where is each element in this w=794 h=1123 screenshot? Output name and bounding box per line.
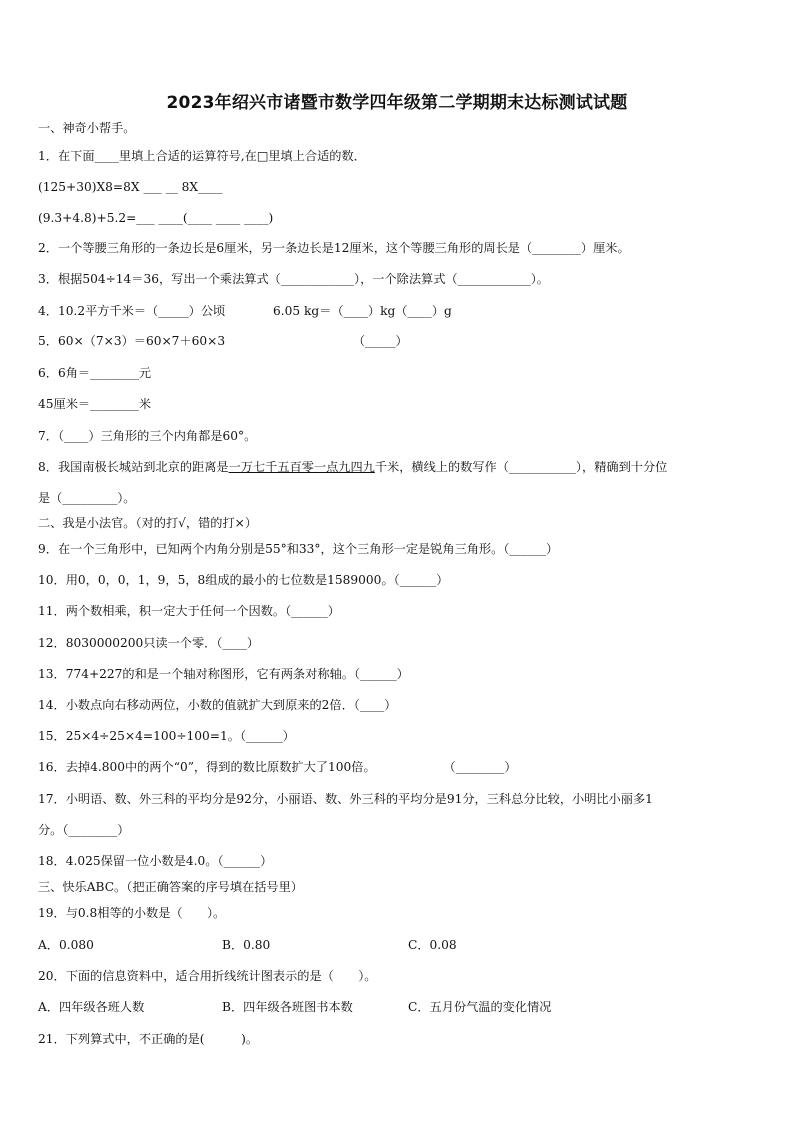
question-19: 19．与0.8相等的小数是（ ）。 <box>38 906 226 920</box>
question-8-underlined-number: 一万七千五百零一点九四九 <box>228 460 375 474</box>
section-heading-1: 一、神奇小帮手。 <box>38 121 136 135</box>
question-8-text-post: 千米，横线上的数写作（___________），精确到十分位 <box>374 460 668 474</box>
question-6-part-b: 45厘米＝________米 <box>38 397 152 411</box>
section-heading-2: 二、我是小法官。（对的打√，错的打×） <box>38 516 258 530</box>
question-11: 11．两个数相乘，积一定大于任何一个因数。（______） <box>38 604 340 618</box>
question-4-part-b: 6.05 kg＝（____）kg（____）g <box>272 304 452 318</box>
question-6-part-a: 6．6角＝________元 <box>38 366 152 380</box>
question-3: 3．根据504÷14＝36，写出一个乘法算式（____________），一个除法算式（____________）。 <box>38 272 549 286</box>
question-5-equation: 5．60×（7×3）＝60×7＋60×3 <box>38 334 226 348</box>
question-9: 9．在一个三角形中，已知两个内角分别是55°和33°，这个三角形一定是锐角三角形。（______） <box>38 542 559 556</box>
question-1: 1．在下面____里填上合适的运算符号,在□里填上合适的数． <box>38 149 366 163</box>
question-13: 13．774+227的和是一个轴对称图形，它有两条对称轴。（______） <box>38 667 409 681</box>
question-5 <box>38 333 760 349</box>
question-20-option-c: C．五月份气温的变化情况 <box>408 1000 552 1014</box>
question-8-continued: 是（_________）。 <box>38 491 136 505</box>
question-8 <box>38 459 760 475</box>
question-19-options <box>38 937 760 953</box>
question-16 <box>38 759 760 775</box>
question-21: 21．下列算式中，不正确的是( )。 <box>38 1032 259 1046</box>
question-20: 20．下面的信息资料中，适合用折线统计图表示的是（ ）。 <box>38 969 377 983</box>
question-1-part-b: (9.3+4.8)+5.2=___ ____(____ ____ ____) <box>38 211 274 225</box>
question-4 <box>38 303 760 319</box>
question-18: 18．4.025保留一位小数是4.0。（______） <box>38 854 273 868</box>
question-20-options <box>38 999 760 1015</box>
page-title: 2023年绍兴市诸暨市数学四年级第二学期期末达标测试试题 <box>166 93 628 113</box>
question-5-answer-blank: （_____） <box>352 334 408 348</box>
question-16-text: 16．去掉4.800中的两个“0”，得到的数比原数扩大了100倍。 <box>38 760 376 774</box>
question-16-answer-blank: （________） <box>443 760 517 774</box>
question-4-part-a: 4．10.2平方千米＝（_____）公顷 <box>38 304 226 318</box>
question-17: 17．小明语、数、外三科的平均分是92分，小丽语、数、外三科的平均分是91分，三科总分比较，小明比小丽多1 <box>38 792 653 806</box>
question-12: 12．8030000200只读一个零．（____） <box>38 636 260 650</box>
question-1-part-a: (125+30)X8=8X ___ __ 8X____ <box>38 180 223 194</box>
question-8-text-pre: 8．我国南极长城站到北京的距离是 <box>38 460 229 474</box>
question-19-option-a: A．0.080 <box>38 938 94 952</box>
question-14: 14．小数点向右移动两位，小数的值就扩大到原来的2倍．（____） <box>38 698 397 712</box>
section-heading-3: 三、快乐ABC。（把正确答案的序号填在括号里） <box>38 880 303 894</box>
question-10: 10．用0，0，0，1，9，5，8组成的最小的七位数是1589000。（______） <box>38 573 449 587</box>
question-20-option-b: B．四年级各班图书本数 <box>222 1000 353 1014</box>
question-19-option-c: C．0.08 <box>408 938 457 952</box>
question-15: 15．25×4÷25×4=100÷100=1。（______） <box>38 729 295 743</box>
question-7: 7．（____）三角形的三个内角都是60°。 <box>38 429 257 443</box>
question-20-option-a: A．四年级各班人数 <box>38 1000 145 1014</box>
question-17-continued: 分。（________） <box>38 823 130 837</box>
question-2: 2．一个等腰三角形的一条边长是6厘米，另一条边长是12厘米，这个等腰三角形的周长是（________）厘米。 <box>38 241 630 255</box>
question-19-option-b: B．0.80 <box>222 938 271 952</box>
